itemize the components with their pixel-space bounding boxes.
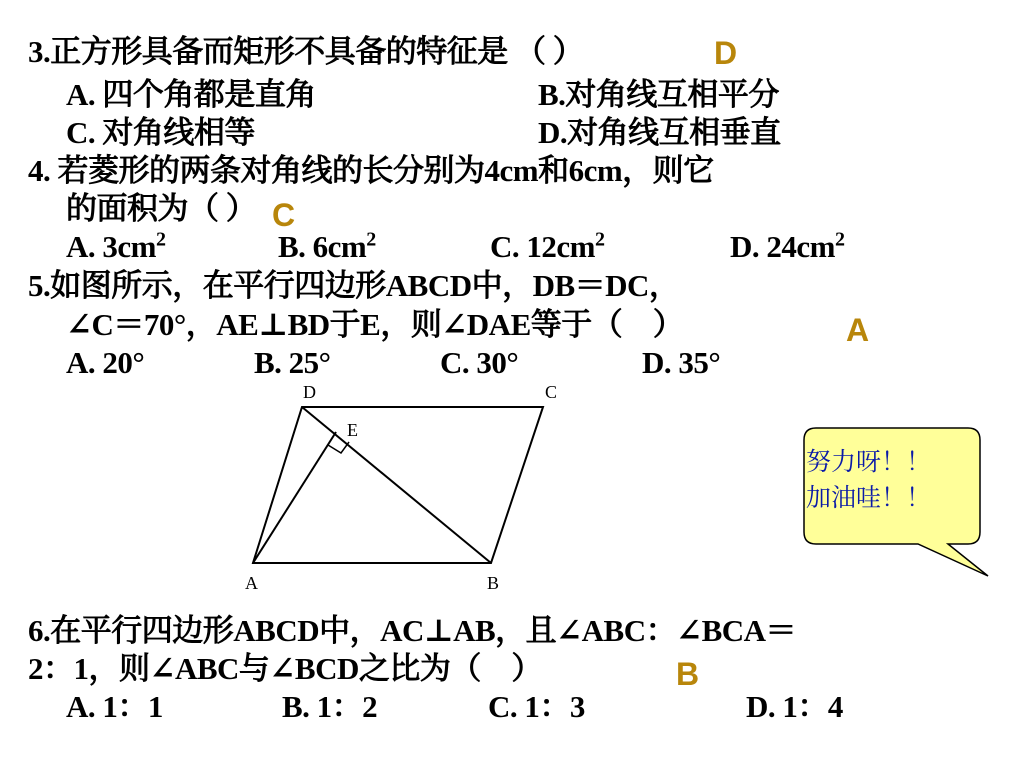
- q4-stem-line-1: 4. 若菱形的两条对角线的长分别为4cm和6cm，则它: [28, 153, 714, 188]
- q3-option-a: A. 四个角都是直角: [66, 77, 316, 112]
- label-c: C: [545, 382, 558, 402]
- q6-option-d: D. 1：4: [746, 689, 843, 724]
- q6-options-row: [66, 689, 966, 725]
- label-b: B: [487, 573, 500, 593]
- label-d: D: [303, 382, 316, 402]
- q4-stem-line-2: 的面积为（ ）: [66, 191, 257, 226]
- q6-option-c: C. 1：3: [488, 689, 585, 724]
- diagonal-db: [302, 407, 491, 563]
- q5-option-a: A. 20°: [66, 345, 145, 380]
- q6-stem-line-2: 2：1，则∠ABC与∠BCD之比为（ ）: [28, 651, 542, 686]
- q4-option-a-exponent: 2: [155, 228, 166, 251]
- label-e: E: [347, 420, 358, 440]
- q6-answer: B: [676, 656, 700, 692]
- q4-option-d: D. $24cm^2$: [730, 228, 845, 264]
- q4-option-c: C. $12cm^2$: [490, 228, 605, 264]
- label-a: A: [245, 573, 258, 593]
- segment-ae: [253, 432, 336, 563]
- q6-stem-line-1: 6.在平行四边形ABCD中，AC⊥AB，且∠ABC：∠BCA＝: [28, 613, 797, 648]
- bubble-line-1: 努力呀！！: [806, 447, 932, 476]
- q4-option-c-exponent: 2: [594, 228, 605, 251]
- q6-option-b: B. 1：2: [282, 689, 378, 724]
- q5-stem-line-2: ∠C＝70°，AE⊥BD于E，则∠DAE等于（ ）: [66, 307, 684, 342]
- bubble-line-2: 加油哇！！: [806, 483, 932, 512]
- q5-answer: A: [846, 312, 870, 348]
- q6-option-a: A. 1：1: [66, 689, 163, 724]
- q3-stem: 3.正方形具备而矩形不具备的特征是 （ ）: [28, 34, 584, 69]
- q4-option-b: B. $6cm^2$: [278, 228, 376, 264]
- q5-option-b: B. 25°: [254, 345, 331, 380]
- q3-option-b: B.对角线互相平分: [538, 77, 779, 112]
- q4-option-a: A. $3cm^2$: [66, 228, 166, 264]
- q3-answer: D: [714, 35, 738, 71]
- bubble-text: [806, 444, 976, 516]
- q3-option-d: D.对角线互相垂直: [538, 115, 781, 150]
- parallelogram-figure: [253, 407, 543, 563]
- q4-option-d-exponent: 2: [834, 228, 845, 251]
- q5-option-c: C. 30°: [440, 345, 519, 380]
- q4-option-b-exponent: 2: [366, 228, 376, 251]
- q5-option-d: D. 35°: [642, 345, 721, 380]
- q3-option-c: C. 对角线相等: [66, 115, 255, 150]
- q4-answer: C: [272, 197, 296, 233]
- q5-stem-line-1: 5.如图所示，在平行四边形ABCD中，DB＝DC，: [28, 268, 680, 303]
